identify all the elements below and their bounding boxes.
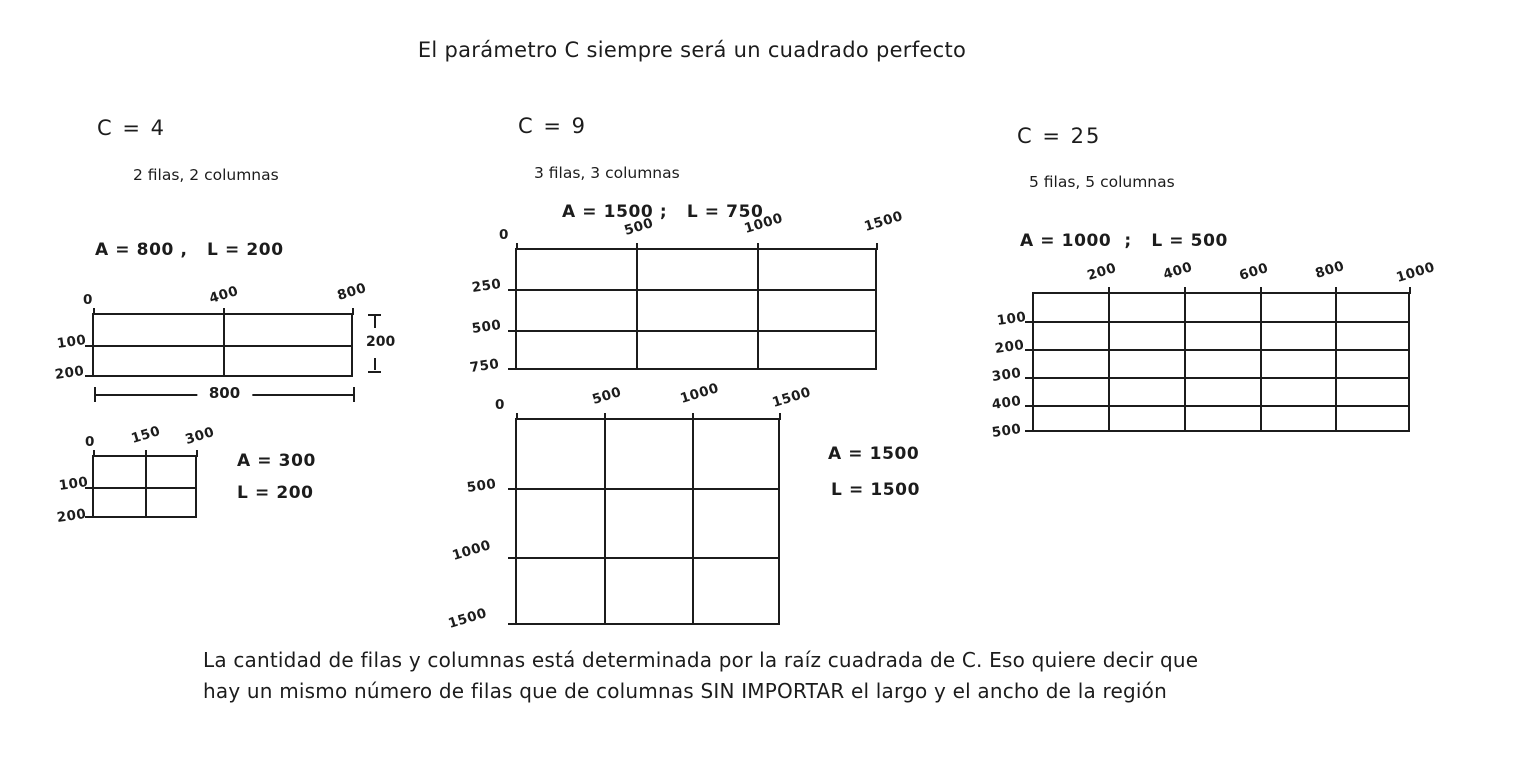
tick-mark xyxy=(352,308,354,315)
page-title: El parámetro C siempre será un cuadrado perfecto xyxy=(417,38,967,62)
tick-mark xyxy=(779,413,781,420)
y-tick-label: 200 xyxy=(53,363,86,383)
y-tick-label: 300 xyxy=(990,365,1023,385)
tick-mark xyxy=(1025,430,1032,432)
tick-mark xyxy=(757,243,759,250)
grid-line xyxy=(757,250,759,368)
section3-params-label: A = 1000 ; L = 500 xyxy=(1020,231,1228,251)
tick-mark xyxy=(85,375,92,377)
tick-mark xyxy=(508,368,515,370)
grid-c9-square-length-label: L = 1500 xyxy=(831,480,921,500)
tick-mark xyxy=(1184,287,1186,294)
x-tick-label: 1000 xyxy=(678,380,721,407)
footer-text-line1: La cantidad de filas y columnas está determinada por la raíz cuadrada de C. Eso quiere decir que xyxy=(203,648,1199,672)
x-tick-label: 500 xyxy=(622,215,656,239)
x-tick-label: 0 xyxy=(499,227,509,243)
height-dimension-label: 200 xyxy=(366,334,396,350)
y-tick-label: 1000 xyxy=(450,537,493,564)
y-tick-label: 750 xyxy=(468,356,501,376)
grid-line xyxy=(1034,405,1408,407)
height-dimension-marker xyxy=(366,314,406,378)
x-tick-label: 1500 xyxy=(862,208,905,235)
tick-mark xyxy=(508,488,515,490)
x-tick-label: 800 xyxy=(1313,258,1347,282)
section3-rows-cols-label: 5 filas, 5 columnas xyxy=(1029,173,1175,191)
tick-mark xyxy=(1108,287,1110,294)
grid-c9-square xyxy=(446,380,813,632)
grid-line xyxy=(1034,377,1408,379)
x-tick-label: 1500 xyxy=(770,384,813,411)
tick-mark xyxy=(516,413,518,420)
x-tick-label: 400 xyxy=(207,283,241,307)
tick-mark xyxy=(93,450,95,457)
width-dimension-label: 800 xyxy=(197,384,252,402)
y-tick-label: 200 xyxy=(993,337,1026,357)
grid-line xyxy=(1108,294,1110,430)
y-tick-label: 400 xyxy=(990,393,1023,413)
tick-mark xyxy=(604,413,606,420)
tick-mark xyxy=(223,308,225,315)
tick-mark xyxy=(508,330,515,332)
grid-line xyxy=(604,420,606,623)
section2-c-label: C = 9 xyxy=(518,114,587,138)
width-dimension-marker xyxy=(94,384,355,403)
x-tick-label: 0 xyxy=(83,292,93,308)
y-tick-label: 500 xyxy=(465,476,498,496)
tick-mark xyxy=(93,308,95,315)
section1-c-label: C = 4 xyxy=(97,116,166,140)
grid-line xyxy=(1034,321,1408,323)
section1-rows-cols-label: 2 filas, 2 columnas xyxy=(133,166,279,184)
grid-line xyxy=(94,345,351,347)
x-tick-label: 1000 xyxy=(742,210,785,237)
x-tick-label: 0 xyxy=(85,434,95,450)
y-tick-label: 1500 xyxy=(446,605,489,632)
grid-c4-large xyxy=(53,280,396,402)
tick-mark xyxy=(196,450,198,457)
x-tick-label: 800 xyxy=(335,280,369,304)
y-tick-label: 200 xyxy=(55,506,88,526)
tick-mark xyxy=(1409,287,1411,294)
grid-c4-small-length-label: L = 200 xyxy=(237,483,314,503)
x-tick-label: 500 xyxy=(590,384,624,408)
y-tick-label: 100 xyxy=(995,309,1028,329)
grid-c25 xyxy=(990,258,1437,441)
grid-line xyxy=(1184,294,1186,430)
y-tick-label: 500 xyxy=(470,317,503,337)
grid-c9-square-area-label: A = 1500 xyxy=(828,444,920,464)
footer-text-line2: hay un mismo número de filas que de columnas SIN IMPORTAR el largo y el ancho de la región xyxy=(203,679,1167,703)
tick-mark xyxy=(636,243,638,250)
grid-line xyxy=(517,330,875,332)
grid-line xyxy=(94,487,195,489)
x-tick-label: 300 xyxy=(183,424,217,448)
grid-line xyxy=(517,488,778,490)
y-tick-label: 500 xyxy=(990,421,1023,441)
x-tick-label: 600 xyxy=(1237,260,1271,284)
x-tick-label: 150 xyxy=(129,423,163,447)
grid-line xyxy=(692,420,694,623)
x-tick-label: 0 xyxy=(495,397,505,413)
grid-line xyxy=(1260,294,1262,430)
x-tick-label: 1000 xyxy=(1394,259,1437,286)
section2-rows-cols-label: 3 filas, 3 columnas xyxy=(534,164,680,182)
y-tick-label: 100 xyxy=(57,474,90,494)
grid-line xyxy=(517,289,875,291)
grid-line xyxy=(636,250,638,368)
y-tick-label: 100 xyxy=(55,332,88,352)
x-tick-label: 400 xyxy=(1161,259,1195,283)
tick-mark xyxy=(1025,349,1032,351)
grid-line xyxy=(1034,349,1408,351)
tick-mark xyxy=(1260,287,1262,294)
tick-mark xyxy=(508,289,515,291)
grid-c4-small-area-label: A = 300 xyxy=(237,451,316,471)
grid-c4-small xyxy=(55,423,217,526)
tick-mark xyxy=(1025,377,1032,379)
tick-mark xyxy=(145,450,147,457)
tick-mark xyxy=(508,557,515,559)
grid-line xyxy=(517,557,778,559)
tick-mark xyxy=(1025,405,1032,407)
grid-line xyxy=(1335,294,1337,430)
tick-mark xyxy=(516,243,518,250)
tick-mark xyxy=(1335,287,1337,294)
tick-mark xyxy=(876,243,878,250)
section3-c-label: C = 25 xyxy=(1017,124,1102,148)
tick-mark xyxy=(692,413,694,420)
section2-params-label: A = 1500 ; L = 750 xyxy=(562,202,764,222)
section1-params-label: A = 800 , L = 200 xyxy=(95,240,284,260)
x-tick-label: 200 xyxy=(1085,260,1119,284)
tick-mark xyxy=(508,623,515,625)
y-tick-label: 250 xyxy=(470,276,503,296)
